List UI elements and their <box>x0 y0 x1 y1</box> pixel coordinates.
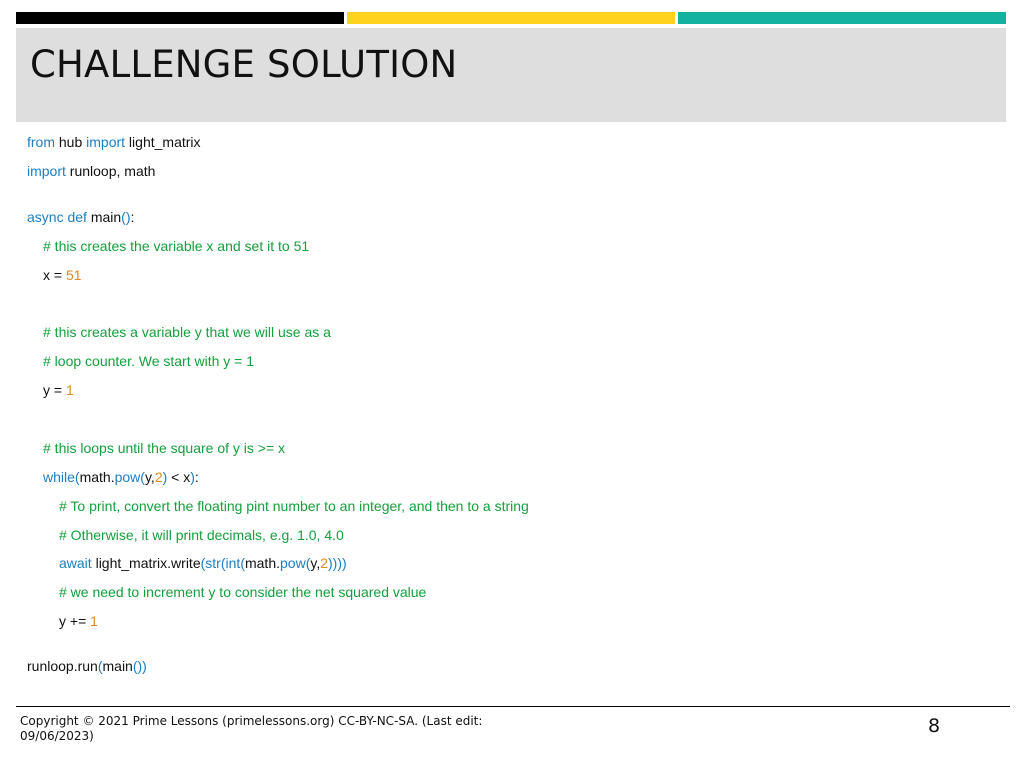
code-comment-line: # loop counter. We start with y = 1 <box>43 353 255 369</box>
code-text: : <box>130 209 135 225</box>
code-text: math. <box>244 555 280 571</box>
parentheses: () <box>121 209 131 225</box>
code-text: light_matrix.write <box>91 555 201 571</box>
code-text: : <box>194 469 199 485</box>
code-text: light_matrix <box>125 134 201 150</box>
code-line-13 <box>59 554 347 572</box>
code-line-10 <box>43 468 199 486</box>
builtin-function: pow <box>114 469 141 485</box>
code-text: x = <box>43 267 66 283</box>
keyword: async def <box>27 209 87 225</box>
code-text: main <box>102 658 133 674</box>
code-text: y, <box>310 555 321 571</box>
code-line-1 <box>27 133 201 151</box>
keyword: import <box>27 163 66 179</box>
parentheses: ( <box>240 555 245 571</box>
parentheses: ( <box>74 469 80 485</box>
page-number: 8 <box>928 715 941 737</box>
parentheses: ( <box>140 469 145 485</box>
copyright-line: Copyright © 2021 Prime Lessons (primelessons.org) CC-BY-NC-SA. (Last edit: <box>20 714 483 728</box>
parentheses: ( <box>97 658 103 674</box>
parentheses: ()) <box>132 658 147 674</box>
code-comment-line: # To print, convert the floating pint number to an integer, and then to a string <box>59 498 529 514</box>
parentheses: ) <box>190 469 195 485</box>
number-literal: 51 <box>65 267 82 283</box>
slide-title: CHALLENGE SOLUTION <box>30 43 458 86</box>
builtin-function: pow <box>280 555 306 571</box>
footer-divider <box>16 706 1010 707</box>
code-line-2 <box>27 162 155 180</box>
code-text: hub <box>55 134 87 150</box>
parentheses: ( <box>200 555 206 571</box>
parentheses: ( <box>305 555 311 571</box>
code-text: y, <box>144 469 155 485</box>
code-line-15 <box>59 612 98 630</box>
builtin-function: int <box>225 555 241 571</box>
number-literal: 2 <box>154 469 163 485</box>
keyword: await <box>59 555 92 571</box>
number-literal: 2 <box>320 555 329 571</box>
copyright-line: 09/06/2023) <box>20 729 94 743</box>
code-text: < x <box>167 469 191 485</box>
keyword: while <box>43 469 75 485</box>
code-text: runloop.run <box>27 658 98 674</box>
code-comment-line: # Otherwise, it will print decimals, e.g. 1.0, 4.0 <box>59 527 344 543</box>
code-comment-line: # this creates a variable y that we will use as a <box>43 324 331 340</box>
code-comment-line: # this loops until the square of y is >= x <box>43 440 286 456</box>
copyright-notice <box>20 714 540 744</box>
code-text: runloop, math <box>65 163 156 179</box>
number-literal: 1 <box>65 382 74 398</box>
parentheses: ) <box>162 469 168 485</box>
code-text: main <box>86 209 122 225</box>
code-line-8 <box>43 381 74 399</box>
code-text: math. <box>79 469 115 485</box>
code-line-16 <box>27 657 147 675</box>
parentheses: ( <box>220 555 226 571</box>
code-line-3 <box>27 208 134 226</box>
keyword: import <box>86 134 126 150</box>
parentheses: )))) <box>328 555 347 571</box>
code-line-5 <box>43 266 82 284</box>
number-literal: 1 <box>90 613 98 629</box>
code-text: y = <box>43 382 66 398</box>
builtin-function: str <box>205 555 221 571</box>
code-comment-line: # we need to increment y to consider the net squared value <box>59 584 427 600</box>
code-comment-line: # this creates the variable x and set it to 51 <box>43 238 310 254</box>
code-text: y += <box>59 613 91 629</box>
keyword: from <box>27 134 55 150</box>
